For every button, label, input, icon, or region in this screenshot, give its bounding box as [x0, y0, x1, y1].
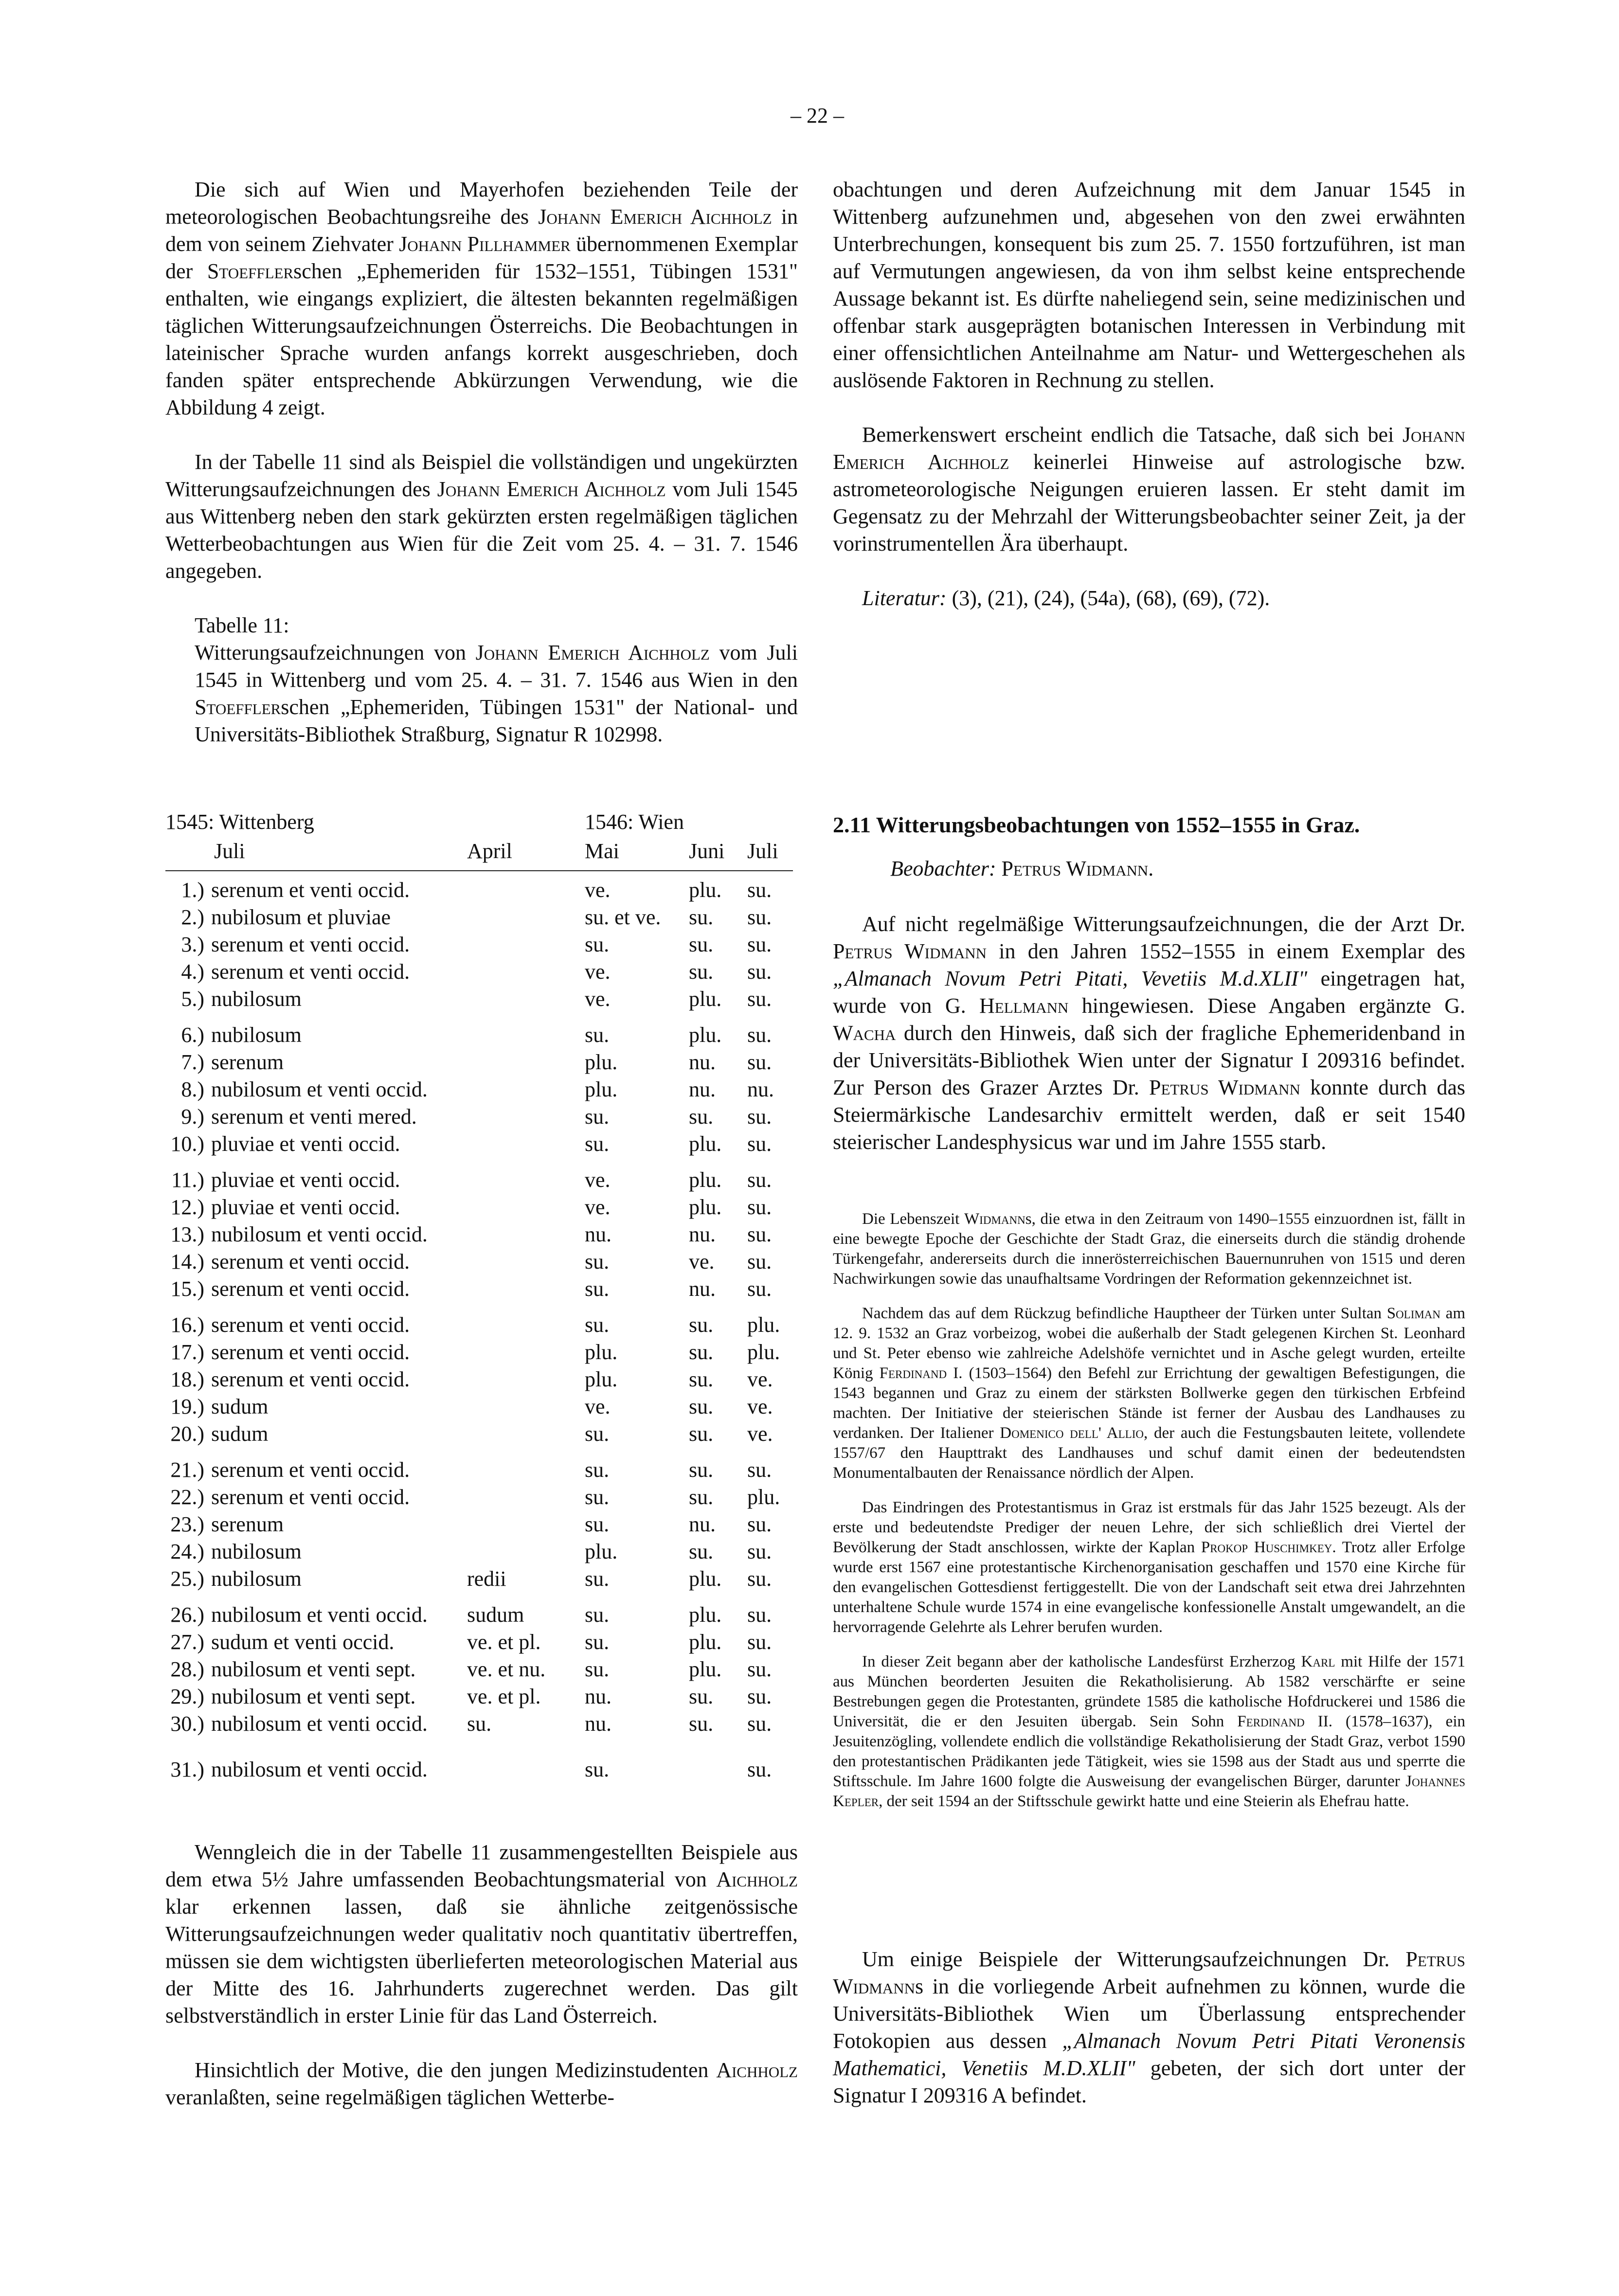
- note-recatholicization: In dieser Zeit begann aber der katholische Landesfürst Erzherzog Karl mit Hilfe der 1571 aus München beorderten Jesuiten die Rekatholisierung. Ab 1582 verschärfte er seine Bestrebungen gegen die Protestanten, gründete 1585 die katholische Hofdruckerei und 1586 die Universität, die er den Jesuiten übergab. Sein Sohn Ferdinand II. (1578–1637), ein Jesuitenzögling, vollendete endlich die vollständige Rekatholisierung der Stadt Graz, verbot 1590 den protestantischen Prädikanten jede Tätigkeit, wies sie 1598 aus der Stadt aus und sperrte die Stiftsschule. Im Jahre 1600 folgte die Ausweisung der evangelischen Bürger, darunter Johannes Kepler, der seit 1594 an der Stiftsschule gewirkt hatte und eine Steierin als Ehefrau hatte.: [833, 1653, 1465, 1810]
- july-1546-entry: su.: [747, 987, 772, 1011]
- july-1545-entry: serenum et venti occid.: [211, 933, 410, 956]
- table-row: [165, 877, 798, 904]
- july-1545-entry: pluviae et venti occid.: [211, 1168, 400, 1192]
- april-entry: ve. et nu.: [467, 1657, 546, 1681]
- may-entry: su.: [585, 1630, 610, 1654]
- july-1546-entry: su.: [747, 878, 772, 902]
- row-number: 11.): [171, 1168, 204, 1192]
- june-entry: su.: [689, 1685, 714, 1708]
- july-1545-entry: nubilosum: [211, 1540, 302, 1563]
- table-col-april: April: [467, 839, 512, 863]
- table-caption: [165, 612, 798, 748]
- row-number: 7.): [181, 1050, 204, 1074]
- table-row: [165, 1103, 798, 1130]
- table-row: [165, 1656, 798, 1683]
- july-1545-entry: nubilosum et pluviae: [211, 905, 391, 929]
- table-row: [165, 1221, 798, 1248]
- row-number: 20.): [170, 1422, 204, 1446]
- paragraph-motives: Hinsichtlich der Motive, die den jungen Medizinstudenten Aichholz veranlaßten, seine regelmäßigen täglichen Wetterbe-: [165, 2058, 798, 2109]
- july-1546-entry: ve.: [747, 1395, 773, 1418]
- may-entry: plu.: [585, 1540, 618, 1563]
- june-entry: nu.: [689, 1050, 716, 1074]
- table-row: [165, 1683, 798, 1710]
- may-entry: su.: [585, 1313, 610, 1337]
- row-number: 10.): [170, 1132, 204, 1156]
- table-row: [165, 1629, 798, 1656]
- paragraph-aichholz-intro: Die sich auf Wien und Mayerhofen beziehenden Teile der meteorologischen Beobachtungsreihe des Johann Emerich Aichholz in dem von seinem Ziehvater Johann Pillhammer übernommenen Exemplar der Stoefflerschen „Ephemeriden für 1532–1551, Tübingen 1531" enthalten, wie eingangs expliziert, die ältesten bekannten regelmäßigen täglichen Witterungsaufzeichnungen Österreichs. Die Beobachtungen in lateinischer Sprache wurden anfangs korrekt ausgeschrieben, doch fanden später entsprechende Abkürzungen Verwendung, wie die Abbildung 4 zeigt.: [165, 178, 798, 419]
- june-entry: su.: [689, 1395, 714, 1418]
- july-1546-entry: su.: [747, 1458, 772, 1482]
- table-row: [165, 958, 798, 986]
- july-1546-entry: su.: [747, 1540, 772, 1563]
- paragraph-astrology: Bemerkenswert erscheint endlich die Tatsache, daß sich bei Johann Emerich Aichholz keinerlei Hinweise auf astrologische bzw. astrometeorologische Neigungen eruieren lassen. Er steht damit im Gegensatz zu der Mehrzahl der Witterungsbeobachter seiner Zeit, ja der vorinstrumentellen Ära überhaupt.: [833, 423, 1465, 556]
- july-1545-entry: nubilosum et venti sept.: [211, 1685, 416, 1708]
- july-1546-entry: plu.: [747, 1313, 780, 1337]
- row-number: 6.): [181, 1023, 204, 1047]
- july-1545-entry: sudum: [211, 1422, 269, 1446]
- table-row: [165, 1339, 798, 1366]
- table-row: [165, 1565, 798, 1593]
- table-row: [165, 1049, 798, 1076]
- june-entry: su.: [689, 1458, 714, 1482]
- july-1545-entry: serenum et venti occid.: [211, 878, 410, 902]
- may-entry: su.: [585, 1758, 610, 1781]
- july-1546-entry: su.: [747, 1050, 772, 1074]
- april-entry: ve. et pl.: [467, 1630, 541, 1654]
- july-1546-entry: su.: [747, 1567, 772, 1591]
- june-entry: nu.: [689, 1512, 716, 1536]
- june-entry: su.: [689, 1105, 714, 1129]
- june-entry: plu.: [689, 1023, 722, 1047]
- may-entry: su.: [585, 1422, 610, 1446]
- july-1545-entry: nubilosum et venti occid.: [211, 1222, 428, 1246]
- july-1546-entry: su.: [747, 1512, 772, 1536]
- june-entry: nu.: [689, 1277, 716, 1301]
- table-row: [165, 931, 798, 958]
- may-entry: su.: [585, 1105, 610, 1129]
- june-entry: plu.: [689, 1567, 722, 1591]
- july-1545-entry: serenum et venti occid.: [211, 1485, 410, 1509]
- july-1545-entry: serenum et venti occid.: [211, 1313, 410, 1337]
- may-entry: su.: [585, 1023, 610, 1047]
- row-number: 28.): [170, 1657, 204, 1681]
- june-entry: plu.: [689, 1195, 722, 1219]
- row-number: 14.): [170, 1250, 204, 1274]
- table-row: [165, 1311, 798, 1339]
- table-col-mai: Mai: [585, 839, 619, 863]
- july-1545-entry: serenum: [211, 1512, 284, 1536]
- july-1545-entry: serenum: [211, 1050, 284, 1074]
- table-col-juni: Juni: [689, 839, 725, 863]
- row-number: 26.): [170, 1603, 204, 1627]
- left-column: [165, 176, 798, 748]
- july-1545-entry: serenum et venti occid.: [211, 1367, 410, 1391]
- may-entry: ve.: [585, 960, 611, 984]
- may-entry: nu.: [585, 1685, 612, 1708]
- june-entry: su.: [689, 1485, 714, 1509]
- table-caption-text: Witterungsaufzeichnungen von Johann Emerich Aichholz vom Juli 1545 in Wittenberg und vom 25. 4. – 31. 7. 1546 aus Wien in den Stoefflerschen „Ephemeriden, Tübingen 1531" der National- und Universitäts-Bibliothek Straßburg, Signatur R 102998.: [195, 641, 798, 746]
- table-col-juli-1546: Juli: [747, 839, 778, 863]
- may-entry: su.: [585, 933, 610, 956]
- note-protestantism: Das Eindringen des Protestantismus in Graz ist erstmals für das Jahr 1525 bezeugt. Als der erste und bedeutendste Prediger der neuen Lehre, der sich schließlich drei Viertel der Bevölkerung der Stadt anschlossen, wirkte der Kaplan Prokop Huschimkey. Trotz aller Erfolge wurde erst 1567 eine protestantische Kirchenorganisation geschaffen und 1570 eine Kirche für den evangelischen Gottesdienst fertiggestellt. Die von der Landschaft seit etwa drei Jahrzehnten unterhaltene Schule wurde 1574 in eine evangelische konfessionelle Anstalt umgewandelt, an die hervorragende Gelehrte als Lehrer berufen wurden.: [833, 1499, 1465, 1636]
- row-number: 22.): [170, 1485, 204, 1509]
- table-row: [165, 1756, 798, 1783]
- table-row: [165, 986, 798, 1013]
- may-entry: su.: [585, 1250, 610, 1274]
- july-1546-entry: su.: [747, 1657, 772, 1681]
- row-number: 30.): [170, 1712, 204, 1736]
- row-number: 15.): [170, 1277, 204, 1301]
- right-column: [833, 176, 1465, 612]
- paragraph-assessment: Wenngleich die in der Tabelle 11 zusammengestellten Beispiele aus dem etwa 5½ Jahre umfassenden Beobachtungsmaterial von Aichholz klar erkennen lassen, daß sie ähnliche zeitgenössische Witterungsaufzeichnungen weder qualitativ noch quantitativ übertreffen, müssen sie dem wichtigsten überlieferten meteorologischen Material aus der Mitte des 16. Jahrhunderts zugerechnet werden. Das gilt selbstverständlich in erster Linie für das Land Österreich.: [165, 1840, 798, 2027]
- july-1545-entry: sudum: [211, 1395, 269, 1418]
- row-number: 25.): [170, 1567, 204, 1591]
- table-row: [165, 1194, 798, 1221]
- july-1546-entry: su.: [747, 1168, 772, 1192]
- july-1546-entry: su.: [747, 933, 772, 956]
- may-entry: ve.: [585, 878, 611, 902]
- june-entry: su.: [689, 933, 714, 956]
- row-number: 16.): [170, 1313, 204, 1337]
- literature-references: Literatur: (3), (21), (24), (54a), (68), (69), (72).: [862, 586, 1270, 610]
- june-entry: su.: [689, 905, 714, 929]
- april-entry: redii: [467, 1567, 506, 1591]
- july-1546-entry: su.: [747, 1105, 772, 1129]
- july-1545-entry: serenum et venti occid.: [211, 1250, 410, 1274]
- june-entry: su.: [689, 960, 714, 984]
- june-entry: plu.: [689, 1657, 722, 1681]
- section-observer: Beobachter: Petrus Widmann.: [890, 857, 1154, 880]
- may-entry: plu.: [585, 1367, 618, 1391]
- june-entry: su.: [689, 1540, 714, 1563]
- note-lifetime: Die Lebenszeit Widmanns, die etwa in den Zeitraum von 1490–1555 einzuordnen ist, fällt in eine bewegte Epoche der Geschichte der Stadt Graz, die einerseits durch die ständig drohende Türkengefahr, andererseits durch die innerösterreichischen Bauernunruhen von 1515 und deren Nachwirkungen sowie das unaufhaltsame Vordringen der Reformation gekennzeichnet ist.: [833, 1210, 1465, 1288]
- row-number: 5.): [181, 987, 204, 1011]
- section-title: 2.11 Witterungsbeobachtungen von 1552–1555 in Graz.: [833, 812, 1360, 837]
- row-number: 12.): [170, 1195, 204, 1219]
- row-number: 9.): [181, 1105, 204, 1129]
- row-number: 23.): [170, 1512, 204, 1536]
- july-1546-entry: su.: [747, 1277, 772, 1301]
- june-entry: plu.: [689, 878, 722, 902]
- table-row: [165, 1456, 798, 1484]
- july-1546-entry: su.: [747, 1630, 772, 1654]
- june-entry: plu.: [689, 1630, 722, 1654]
- june-entry: plu.: [689, 1168, 722, 1192]
- june-entry: su.: [689, 1712, 714, 1736]
- june-entry: plu.: [689, 987, 722, 1011]
- table-row: [165, 904, 798, 931]
- july-1546-entry: su.: [747, 1222, 772, 1246]
- june-entry: plu.: [689, 1603, 722, 1627]
- row-number: 21.): [170, 1458, 204, 1482]
- paragraph-photocopies: Um einige Beispiele der Witterungsaufzeichnungen Dr. Petrus Widmanns in die vorliegende Arbeit aufnehmen zu können, wurde die Universitäts-Bibliothek Wien um Überlassung entsprechender Fotokopien aus dessen „Almanach Novum Petri Pitati Veronensis Mathematici, Venetiis M.D.XLII" gebeten, der sich dort unter der Signatur I 209316 A befindet.: [833, 1947, 1465, 2107]
- june-entry: ve.: [689, 1250, 715, 1274]
- july-1546-entry: su.: [747, 1023, 772, 1047]
- may-entry: nu.: [585, 1222, 612, 1246]
- row-number: 4.): [181, 960, 204, 984]
- july-1546-entry: ve.: [747, 1422, 773, 1446]
- july-1546-entry: plu.: [747, 1340, 780, 1364]
- may-entry: su.: [585, 1512, 610, 1536]
- july-1546-entry: plu.: [747, 1485, 780, 1509]
- note-turks: Nachdem das auf dem Rückzug befindliche Hauptheer der Türken unter Sultan Soliman am 12. 9. 1532 an Graz vorbeizog, wobei die außerhalb der Stadt gelegenen Kirchen St. Leonhard und St. Peter ebenso wie zahlreiche Adelshöfe vernichtet und in Asche gelegt wurden, erteilte König Ferdinand I. (1503–1564) den Befehl zur Errichtung der gewaltigen Befestigungen, die 1543 begannen und Graz zu einem der stärksten Bollwerke gegen den türkischen Erbfeind machten. Der Initiative der steierischen Stände ist ferner der Ausbau des Landhauses zu verdanken. Der Italiener Domenico dell' Allio, der auch die Festungsbauten leitete, vollendete 1557/67 den Haupttrakt des Landhauses und schuf damit einen der bedeutendsten Monumentalbauten der Renaissance nördlich der Alpen.: [833, 1305, 1466, 1482]
- may-entry: su. et ve.: [585, 905, 661, 929]
- table-row: [165, 1076, 798, 1103]
- table-header-rule: [165, 870, 793, 871]
- table-row: [165, 1166, 798, 1194]
- table-row: [165, 1393, 798, 1420]
- table-header-wittenberg: 1545: Wittenberg: [165, 810, 314, 834]
- row-number: 13.): [170, 1222, 204, 1246]
- july-1546-entry: su.: [747, 1712, 772, 1736]
- row-number: 18.): [170, 1367, 204, 1391]
- july-1546-entry: su.: [747, 1685, 772, 1708]
- row-number: 24.): [170, 1540, 204, 1563]
- may-entry: su.: [585, 1132, 610, 1156]
- july-1545-entry: nubilosum et venti occid.: [211, 1077, 428, 1101]
- row-number: 27.): [170, 1630, 204, 1654]
- july-1546-entry: su.: [747, 1250, 772, 1274]
- left-column-bottom: [165, 1839, 798, 2111]
- april-entry: su.: [467, 1712, 492, 1736]
- june-entry: su.: [689, 1422, 714, 1446]
- table-row: [165, 1248, 798, 1275]
- may-entry: su.: [585, 1603, 610, 1627]
- june-entry: su.: [689, 1340, 714, 1364]
- table-header-wien: 1546: Wien: [585, 810, 684, 834]
- table-caption-label: Tabelle 11:: [195, 613, 289, 637]
- july-1545-entry: serenum et venti occid.: [211, 960, 410, 984]
- row-number: 2.): [181, 905, 204, 929]
- july-1545-entry: serenum et venti occid.: [211, 1277, 410, 1301]
- july-1545-entry: nubilosum et venti sept.: [211, 1657, 416, 1681]
- table-row: [165, 1275, 798, 1303]
- july-1545-entry: pluviae et venti occid.: [211, 1132, 400, 1156]
- july-1545-entry: nubilosum: [211, 987, 302, 1011]
- paragraph-widmann: Auf nicht regelmäßige Witterungsaufzeichnungen, die der Arzt Dr. Petrus Widmann in den Jahren 1552–1555 in einem Exemplar des „Almanach Novum Petri Pitati, Vevetiis M.d.XLII" eingetragen hat, wurde von G. Hellmann hingewiesen. Diese Angaben ergänzte G. Wacha durch den Hinweis, daß sich der fragliche Ephemeridenband in der Universitäts-Bibliothek Wien unter der Signatur I 209316 befindet. Zur Person des Grazer Arztes Dr. Petrus Widmann konnte durch das Steiermärkische Landesarchiv ermittelt werden, daß er seit 1540 steierischer Landesphysicus war und im Jahre 1555 starb.: [833, 912, 1466, 1154]
- row-number: 1.): [181, 878, 204, 902]
- may-entry: su.: [585, 1485, 610, 1509]
- july-1545-entry: nubilosum: [211, 1023, 302, 1047]
- july-1545-entry: pluviae et venti occid.: [211, 1195, 400, 1219]
- july-1546-entry: su.: [747, 960, 772, 984]
- table-row: [165, 1538, 798, 1565]
- may-entry: plu.: [585, 1077, 618, 1101]
- right-column-bottom: [833, 1946, 1465, 2109]
- april-entry: sudum: [467, 1603, 524, 1627]
- july-1545-entry: serenum et venti mered.: [211, 1105, 417, 1129]
- may-entry: ve.: [585, 1395, 611, 1418]
- table-row: [165, 1484, 798, 1511]
- july-1545-entry: nubilosum et venti occid.: [211, 1712, 428, 1736]
- july-1546-entry: ve.: [747, 1367, 773, 1391]
- june-entry: nu.: [689, 1222, 716, 1246]
- may-entry: ve.: [585, 1195, 611, 1219]
- july-1546-entry: su.: [747, 1132, 772, 1156]
- may-entry: plu.: [585, 1050, 618, 1074]
- row-number: 3.): [181, 933, 204, 956]
- july-1545-entry: nubilosum et venti occid.: [211, 1758, 428, 1781]
- june-entry: nu.: [689, 1077, 716, 1101]
- row-number: 17.): [170, 1340, 204, 1364]
- july-1545-entry: nubilosum: [211, 1567, 302, 1591]
- row-number: 8.): [181, 1077, 204, 1101]
- april-entry: ve. et pl.: [467, 1685, 541, 1708]
- june-entry: plu.: [689, 1132, 722, 1156]
- may-entry: su.: [585, 1567, 610, 1591]
- table-col-juli-1545: Juli: [214, 839, 245, 863]
- table-row: [165, 1710, 798, 1738]
- may-entry: su.: [585, 1458, 610, 1482]
- may-entry: nu.: [585, 1712, 612, 1736]
- row-number: 31.): [170, 1758, 204, 1781]
- july-1545-entry: serenum et venti occid.: [211, 1458, 410, 1482]
- june-entry: su.: [689, 1313, 714, 1337]
- july-1545-entry: serenum et venti occid.: [211, 1340, 410, 1364]
- may-entry: su.: [585, 1277, 610, 1301]
- may-entry: su.: [585, 1657, 610, 1681]
- july-1546-entry: su.: [747, 1603, 772, 1627]
- july-1546-entry: nu.: [747, 1077, 774, 1101]
- small-print-notes: [833, 1209, 1465, 1812]
- section-body: [833, 911, 1465, 1156]
- page-number: – 22 –: [791, 104, 844, 127]
- july-1546-entry: su.: [747, 905, 772, 929]
- may-entry: plu.: [585, 1340, 618, 1364]
- may-entry: ve.: [585, 1168, 611, 1192]
- table-row: [165, 1130, 798, 1158]
- paragraph-table-reference: In der Tabelle 11 sind als Beispiel die vollständigen und ungekürzten Witterungsaufzeichnungen des Johann Emerich Aichholz vom Juli 1545 aus Wittenberg neben den stark gekürzten ersten regelmäßigen täglichen Wetterbeobachtungen aus Wien für die Zeit vom 25. 4. – 31. 7. 1546 angegeben.: [165, 450, 798, 583]
- july-1545-entry: nubilosum et venti occid.: [211, 1603, 428, 1627]
- table-row: [165, 1601, 798, 1629]
- table-row: [165, 1420, 798, 1448]
- row-number: 29.): [170, 1685, 204, 1708]
- table-row: [165, 1511, 798, 1538]
- july-1545-entry: sudum et venti occid.: [211, 1630, 395, 1654]
- may-entry: ve.: [585, 987, 611, 1011]
- row-number: 19.): [170, 1395, 204, 1418]
- table-row: [165, 1022, 798, 1049]
- paragraph-continuation: obachtungen und deren Aufzeichnung mit dem Januar 1545 in Wittenberg aufzunehmen und, abgesehen von den zwei erwähnten Unterbrechungen, konsequent bis zum 25. 7. 1550 fortzuführen, ist man auf Vermutungen angewiesen, da von ihm selbst keine entsprechende Aussage bekannt ist. Es dürfte naheliegend sein, seine medizinischen und offenbar stark ausgeprägten botanischen Interessen in Verbindung mit einer offensichtlichen Anteilnahme am Natur- und Wettergeschehen als auslösende Faktoren in Rechnung zu stellen.: [833, 178, 1465, 392]
- table-row: [165, 1366, 798, 1393]
- july-1546-entry: su.: [747, 1195, 772, 1219]
- june-entry: su.: [689, 1367, 714, 1391]
- july-1546-entry: su.: [747, 1758, 772, 1781]
